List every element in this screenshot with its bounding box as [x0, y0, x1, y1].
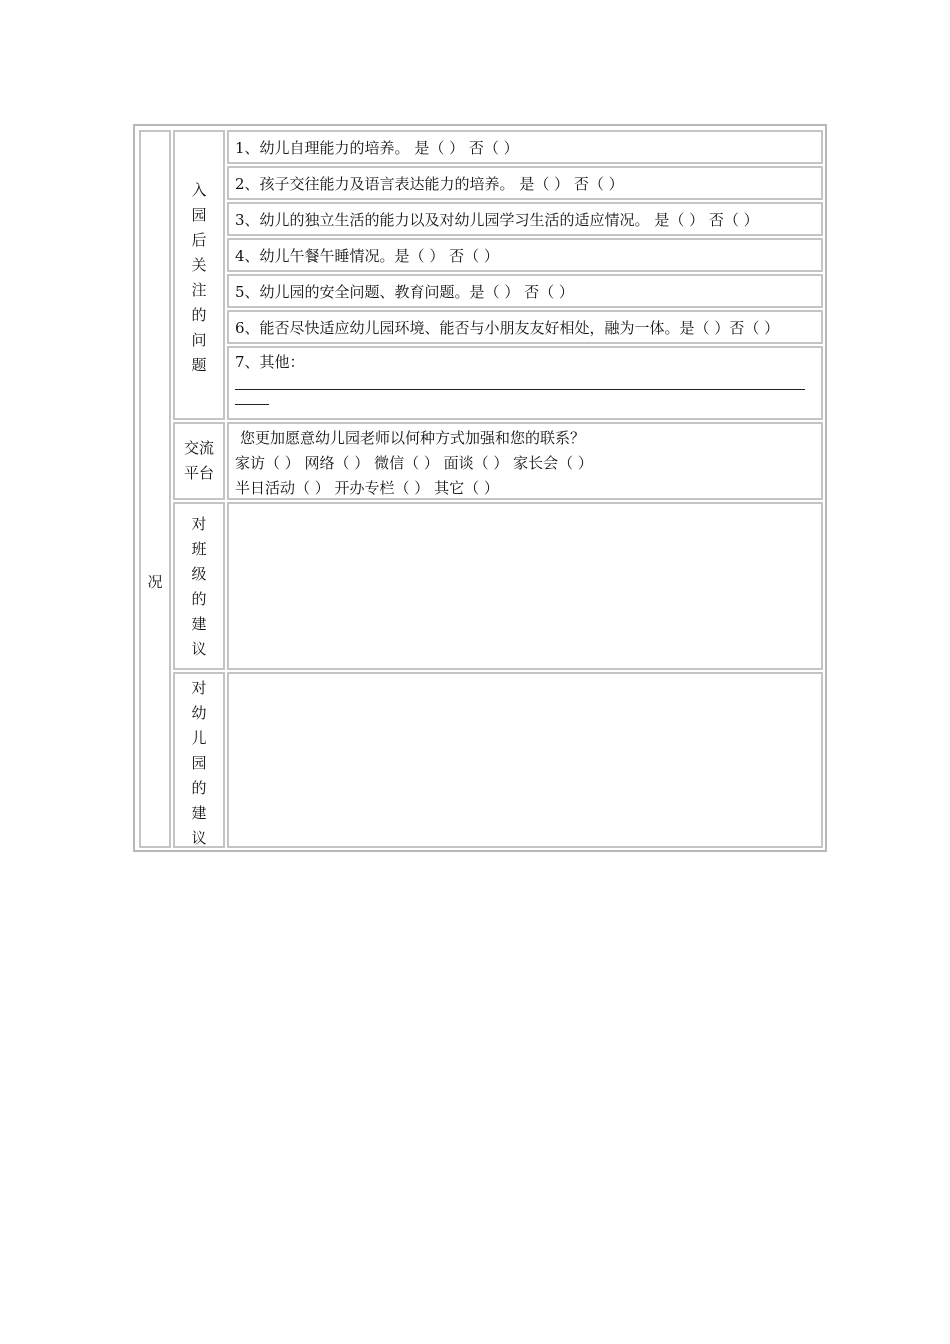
concern-other-label: 7、其他：: [235, 353, 305, 371]
exchange-label: 交流 平台: [183, 439, 214, 482]
class-suggestions-label-cell: [173, 502, 225, 670]
concern-item: [227, 310, 823, 344]
exchange-question: 您更加愿意幼儿园老师以何种方式加强和您的联系？: [240, 429, 586, 447]
concerns-label-cell: [173, 130, 225, 420]
concern-other-cell: [227, 346, 823, 420]
concern-item-text: 3、幼儿的独立生活的能力以及对幼儿园学习生活的适应情况。 是（ ） 否（ ）: [235, 210, 759, 229]
concern-item-text: 4、幼儿午餐午睡情况。是（ ） 否（ ）: [235, 246, 499, 265]
class-suggestions-input[interactable]: [227, 502, 823, 670]
concern-item-text: 5、幼儿园的安全问题、教育问题。是（ ） 否（ ）: [235, 282, 574, 301]
class-suggestions-label: 对 班 级 的 建 议: [191, 515, 207, 658]
exchange-label-cell: [173, 422, 225, 500]
exchange-content-cell: [227, 422, 823, 500]
concern-item: [227, 130, 823, 164]
other-answer-line[interactable]: [235, 377, 805, 390]
questionnaire-table: [133, 124, 827, 852]
concern-item: [227, 274, 823, 308]
concern-item-text: 1、幼儿自理能力的培养。 是（ ） 否（ ）: [235, 138, 519, 157]
school-suggestions-label-cell: [173, 672, 225, 848]
concern-item: [227, 238, 823, 272]
side-label: 况: [147, 573, 163, 591]
exchange-options-line1: 家访（ ） 网络（ ） 微信（ ） 面谈（ ） 家长会（ ）: [235, 454, 593, 472]
exchange-options-line2: 半日活动（ ） 开办专栏（ ） 其它（ ）: [235, 479, 499, 497]
concern-item-text: 2、孩子交往能力及语言表达能力的培养。 是（ ） 否（ ）: [235, 174, 624, 193]
concerns-label: 入 园 后 关 注 的 问 题: [191, 181, 207, 374]
concern-item-text: 6、能否尽快适应幼儿园环境、能否与小朋友友好相处，融为一体。是（ ）否（ ）: [235, 318, 780, 337]
school-suggestions-label: 对 幼 儿 园 的 建 议: [191, 679, 207, 847]
school-suggestions-input[interactable]: [227, 672, 823, 848]
other-answer-line-continued[interactable]: [235, 392, 269, 405]
concern-item: [227, 202, 823, 236]
concern-item: [227, 166, 823, 200]
side-label-cell: [139, 130, 171, 848]
